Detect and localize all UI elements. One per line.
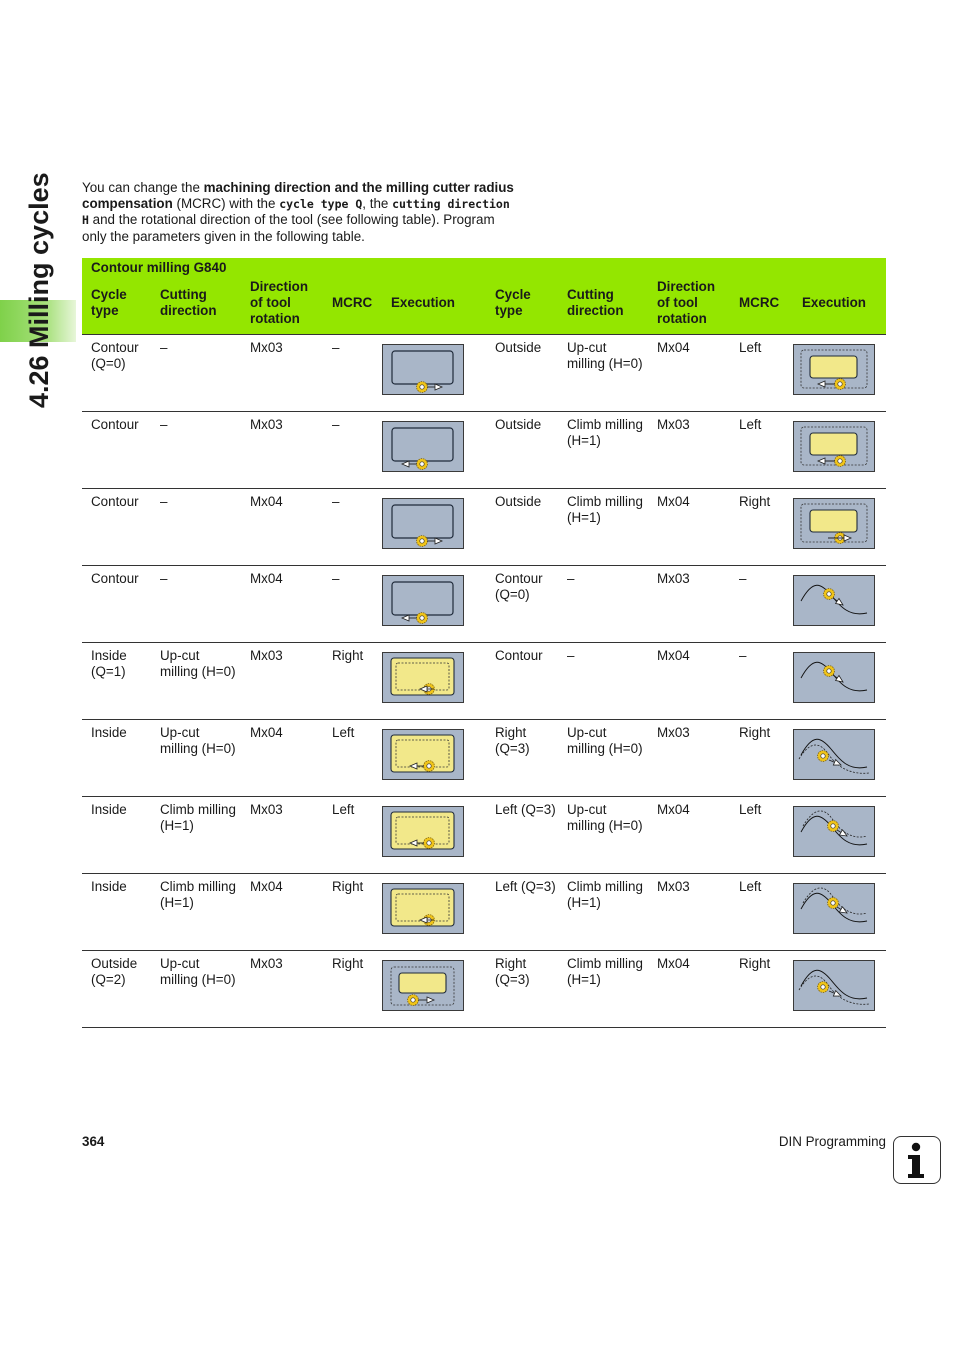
cutting-direction-text: – xyxy=(160,340,168,355)
machining-diagram xyxy=(382,498,464,549)
mcrc-text: Left xyxy=(739,417,762,432)
cycle-type-text: Left (Q=3) xyxy=(495,802,556,817)
machining-diagram xyxy=(793,498,875,549)
cell-cutting-direction xyxy=(151,566,241,643)
cycle-type-text: Inside xyxy=(91,879,127,894)
machining-diagram xyxy=(793,729,875,780)
cycle-type-text: Outside xyxy=(495,340,542,355)
cell-cutting-direction xyxy=(151,489,241,566)
cell-cutting-direction xyxy=(558,720,648,797)
cell-cycle-type xyxy=(486,720,558,797)
cell-tool-rotation xyxy=(648,951,730,1028)
cell-cutting-direction xyxy=(558,489,648,566)
cell-cycle-type xyxy=(486,874,558,951)
cell-cutting-direction xyxy=(558,874,648,951)
cell-cycle-type xyxy=(82,720,151,797)
table-row xyxy=(82,335,886,412)
cell-cycle-type xyxy=(82,566,151,643)
table-caption: Contour milling G840 xyxy=(91,260,227,275)
tool-rotation-text: Mx03 xyxy=(250,417,283,432)
cell-cutting-direction xyxy=(558,643,648,720)
mcrc-text: Right xyxy=(332,648,364,663)
cell-tool-rotation xyxy=(241,874,323,951)
cell-execution-illustration xyxy=(382,874,486,951)
cycle-type-text: Contour xyxy=(495,648,543,663)
cycle-type-text: Inside xyxy=(91,725,127,740)
cell-cycle-type xyxy=(486,412,558,489)
mcrc-text: Right xyxy=(332,956,364,971)
cell-cycle-type xyxy=(486,797,558,874)
tool-rotation-text: Mx03 xyxy=(250,802,283,817)
tool-rotation-text: Mx03 xyxy=(250,340,283,355)
tool-rotation-text: Mx03 xyxy=(250,648,283,663)
tool-rotation-text: Mx04 xyxy=(657,494,690,509)
cell-cycle-type xyxy=(486,335,558,412)
cell-cycle-type xyxy=(82,874,151,951)
cycle-type-text: Outside xyxy=(495,494,542,509)
cutting-direction-text: Climb milling (H=1) xyxy=(567,956,643,987)
cell-mcrc xyxy=(323,566,382,643)
cutting-direction-text: Up-cut milling (H=0) xyxy=(160,956,236,987)
tool-rotation-text: Mx03 xyxy=(250,956,283,971)
mcrc-text: – xyxy=(739,571,747,586)
cell-mcrc xyxy=(730,566,793,643)
cell-cycle-type xyxy=(486,643,558,720)
machining-diagram xyxy=(382,344,464,395)
header-tool-rotation-2: Direction of tool rotation xyxy=(657,279,716,326)
cell-tool-rotation xyxy=(648,566,730,643)
cutting-direction-text: – xyxy=(567,648,575,663)
contour-milling-table xyxy=(82,258,886,1028)
cycle-type-text: Contour (Q=0) xyxy=(495,571,543,602)
mcrc-text: Left xyxy=(332,725,355,740)
machining-diagram xyxy=(793,421,875,472)
mcrc-text: Right xyxy=(739,494,771,509)
cell-cutting-direction xyxy=(558,797,648,874)
cell-tool-rotation xyxy=(241,335,323,412)
table-row xyxy=(82,489,886,566)
cell-tool-rotation xyxy=(648,797,730,874)
cell-tool-rotation xyxy=(648,720,730,797)
cycle-type-text: Contour xyxy=(91,494,139,509)
machining-diagram xyxy=(793,960,875,1011)
table-row xyxy=(82,566,886,643)
cell-execution-illustration xyxy=(382,643,486,720)
cycle-type-text: Left (Q=3) xyxy=(495,879,556,894)
cell-tool-rotation xyxy=(648,335,730,412)
cell-cycle-type xyxy=(82,643,151,720)
tool-rotation-text: Mx04 xyxy=(250,879,283,894)
cycle-type-text: Contour xyxy=(91,571,139,586)
page-number: 364 xyxy=(82,1134,105,1149)
cell-execution-illustration xyxy=(382,797,486,874)
header-mcrc-2: MCRC xyxy=(739,295,780,310)
mcrc-text: Right xyxy=(739,956,771,971)
cell-mcrc xyxy=(323,412,382,489)
cutting-direction-text: – xyxy=(160,417,168,432)
footer-title: DIN Programming xyxy=(778,1134,886,1149)
mcrc-text: – xyxy=(332,571,340,586)
header-execution-2: Execution xyxy=(802,295,866,310)
cell-mcrc xyxy=(730,874,793,951)
cell-mcrc xyxy=(323,643,382,720)
machining-diagram xyxy=(793,575,875,626)
machining-diagram xyxy=(382,652,464,703)
cutting-direction-text: Climb milling (H=1) xyxy=(567,879,643,910)
cell-execution-illustration xyxy=(382,335,486,412)
cutting-direction-text: Up-cut milling (H=0) xyxy=(567,340,643,371)
cell-execution-illustration xyxy=(382,951,486,1028)
table-row xyxy=(82,720,886,797)
mcrc-text: – xyxy=(739,648,747,663)
cell-cycle-type xyxy=(486,951,558,1028)
cell-tool-rotation xyxy=(241,797,323,874)
cell-execution-illustration xyxy=(793,566,886,643)
machining-diagram xyxy=(382,806,464,857)
cell-cutting-direction xyxy=(151,412,241,489)
mcrc-text: Left xyxy=(739,802,762,817)
cell-tool-rotation xyxy=(648,643,730,720)
cutting-direction-text: Climb milling (H=1) xyxy=(567,417,643,448)
info-icon xyxy=(893,1136,941,1184)
cell-tool-rotation xyxy=(648,489,730,566)
header-cutting-direction-2: Cutting direction xyxy=(567,287,624,318)
tool-rotation-text: Mx04 xyxy=(657,340,690,355)
cell-mcrc xyxy=(323,335,382,412)
cell-tool-rotation xyxy=(648,412,730,489)
cell-execution-illustration xyxy=(793,643,886,720)
cell-mcrc xyxy=(730,797,793,874)
cell-execution-illustration xyxy=(382,489,486,566)
machining-diagram xyxy=(382,729,464,780)
cell-mcrc xyxy=(730,335,793,412)
cell-cycle-type xyxy=(486,489,558,566)
cell-mcrc xyxy=(730,643,793,720)
machining-diagram xyxy=(793,883,875,934)
table-row xyxy=(82,951,886,1028)
cycle-type-text: Right (Q=3) xyxy=(495,956,530,987)
machining-diagram xyxy=(382,883,464,934)
cell-mcrc xyxy=(323,951,382,1028)
cell-execution-illustration xyxy=(793,720,886,797)
cutting-direction-text: – xyxy=(160,571,168,586)
cell-cycle-type xyxy=(82,951,151,1028)
intro-paragraph: You can change the machining direction and the milling cutter radius compensation (MCRC) with the cycle type Q, the cutting direction H and the rotational direction of the tool (see following table). Program only the parameters given in the following table. xyxy=(82,180,514,244)
cell-execution-illustration xyxy=(793,489,886,566)
cell-cycle-type xyxy=(486,566,558,643)
cutting-direction-text: Climb milling (H=1) xyxy=(160,802,236,833)
cutting-direction-text: Up-cut milling (H=0) xyxy=(160,648,236,679)
cell-cutting-direction xyxy=(558,566,648,643)
mcrc-text: – xyxy=(332,340,340,355)
mcrc-text: Left xyxy=(739,340,762,355)
cell-cutting-direction xyxy=(151,951,241,1028)
cutting-direction-text: Climb milling (H=1) xyxy=(567,494,643,525)
cycle-type-text: Right (Q=3) xyxy=(495,725,530,756)
tool-rotation-text: Mx04 xyxy=(657,648,690,663)
cell-mcrc xyxy=(323,489,382,566)
tool-rotation-text: Mx03 xyxy=(657,725,690,740)
tool-rotation-text: Mx04 xyxy=(657,956,690,971)
cell-cutting-direction xyxy=(151,643,241,720)
cell-tool-rotation xyxy=(241,566,323,643)
cell-mcrc xyxy=(730,412,793,489)
cell-tool-rotation xyxy=(241,412,323,489)
table-row xyxy=(82,643,886,720)
cell-cycle-type xyxy=(82,797,151,874)
tool-rotation-text: Mx03 xyxy=(657,417,690,432)
tool-rotation-text: Mx03 xyxy=(657,879,690,894)
machining-diagram xyxy=(382,421,464,472)
cell-mcrc xyxy=(730,489,793,566)
cell-tool-rotation xyxy=(241,951,323,1028)
tool-rotation-text: Mx03 xyxy=(657,571,690,586)
cell-cutting-direction xyxy=(151,335,241,412)
machining-diagram xyxy=(793,652,875,703)
mcrc-text: – xyxy=(332,494,340,509)
cell-execution-illustration xyxy=(793,412,886,489)
cutting-direction-text: Up-cut milling (H=0) xyxy=(567,725,643,756)
machining-diagram xyxy=(382,575,464,626)
cutting-direction-text: – xyxy=(160,494,168,509)
cell-execution-illustration xyxy=(382,412,486,489)
cell-tool-rotation xyxy=(241,643,323,720)
machining-diagram xyxy=(793,806,875,857)
mcrc-text: Left xyxy=(739,879,762,894)
cell-mcrc xyxy=(730,951,793,1028)
cell-execution-illustration xyxy=(793,951,886,1028)
cutting-direction-text: Climb milling (H=1) xyxy=(160,879,236,910)
cutting-direction-text: – xyxy=(567,571,575,586)
cell-mcrc xyxy=(323,874,382,951)
cutting-direction-text: Up-cut milling (H=0) xyxy=(160,725,236,756)
cell-tool-rotation xyxy=(648,874,730,951)
cycle-type-text: Inside xyxy=(91,802,127,817)
tool-rotation-text: Mx04 xyxy=(250,494,283,509)
mcrc-text: Right xyxy=(332,879,364,894)
chapter-title: 4.26 Milling cycles xyxy=(24,172,54,408)
cell-cycle-type xyxy=(82,412,151,489)
cell-execution-illustration xyxy=(793,797,886,874)
mcrc-text: Left xyxy=(332,802,355,817)
cell-tool-rotation xyxy=(241,720,323,797)
cell-cutting-direction xyxy=(151,720,241,797)
header-cutting-direction: Cutting direction xyxy=(160,287,217,318)
cell-cutting-direction xyxy=(151,797,241,874)
tool-rotation-text: Mx04 xyxy=(250,725,283,740)
cutting-direction-text: Up-cut milling (H=0) xyxy=(567,802,643,833)
cell-mcrc xyxy=(323,797,382,874)
cell-execution-illustration xyxy=(382,566,486,643)
mcrc-text: – xyxy=(332,417,340,432)
cell-mcrc xyxy=(323,720,382,797)
cell-tool-rotation xyxy=(241,489,323,566)
cell-mcrc xyxy=(730,720,793,797)
mcrc-text: Right xyxy=(739,725,771,740)
header-tool-rotation: Direction of tool rotation xyxy=(250,279,309,326)
cell-cycle-type xyxy=(82,335,151,412)
tool-rotation-text: Mx04 xyxy=(250,571,283,586)
cell-execution-illustration xyxy=(382,720,486,797)
cell-cutting-direction xyxy=(558,335,648,412)
header-cycle-type: Cycle type xyxy=(91,287,127,318)
cycle-type-text: Contour (Q=0) xyxy=(91,340,139,371)
cell-cycle-type xyxy=(82,489,151,566)
header-cycle-type-2: Cycle type xyxy=(495,287,531,318)
cell-cutting-direction xyxy=(558,412,648,489)
tool-rotation-text: Mx04 xyxy=(657,802,690,817)
header-execution: Execution xyxy=(391,295,455,310)
cycle-type-text: Contour xyxy=(91,417,139,432)
cell-cutting-direction xyxy=(151,874,241,951)
cycle-type-text: Outside (Q=2) xyxy=(91,956,138,987)
table-row xyxy=(82,797,886,874)
cell-cutting-direction xyxy=(558,951,648,1028)
cycle-type-text: Inside (Q=1) xyxy=(91,648,127,679)
cycle-type-text: Outside xyxy=(495,417,542,432)
header-mcrc: MCRC xyxy=(332,295,373,310)
table-row xyxy=(82,412,886,489)
machining-diagram xyxy=(793,344,875,395)
machining-diagram xyxy=(382,960,464,1011)
table-row xyxy=(82,874,886,951)
cell-execution-illustration xyxy=(793,335,886,412)
cell-execution-illustration xyxy=(793,874,886,951)
